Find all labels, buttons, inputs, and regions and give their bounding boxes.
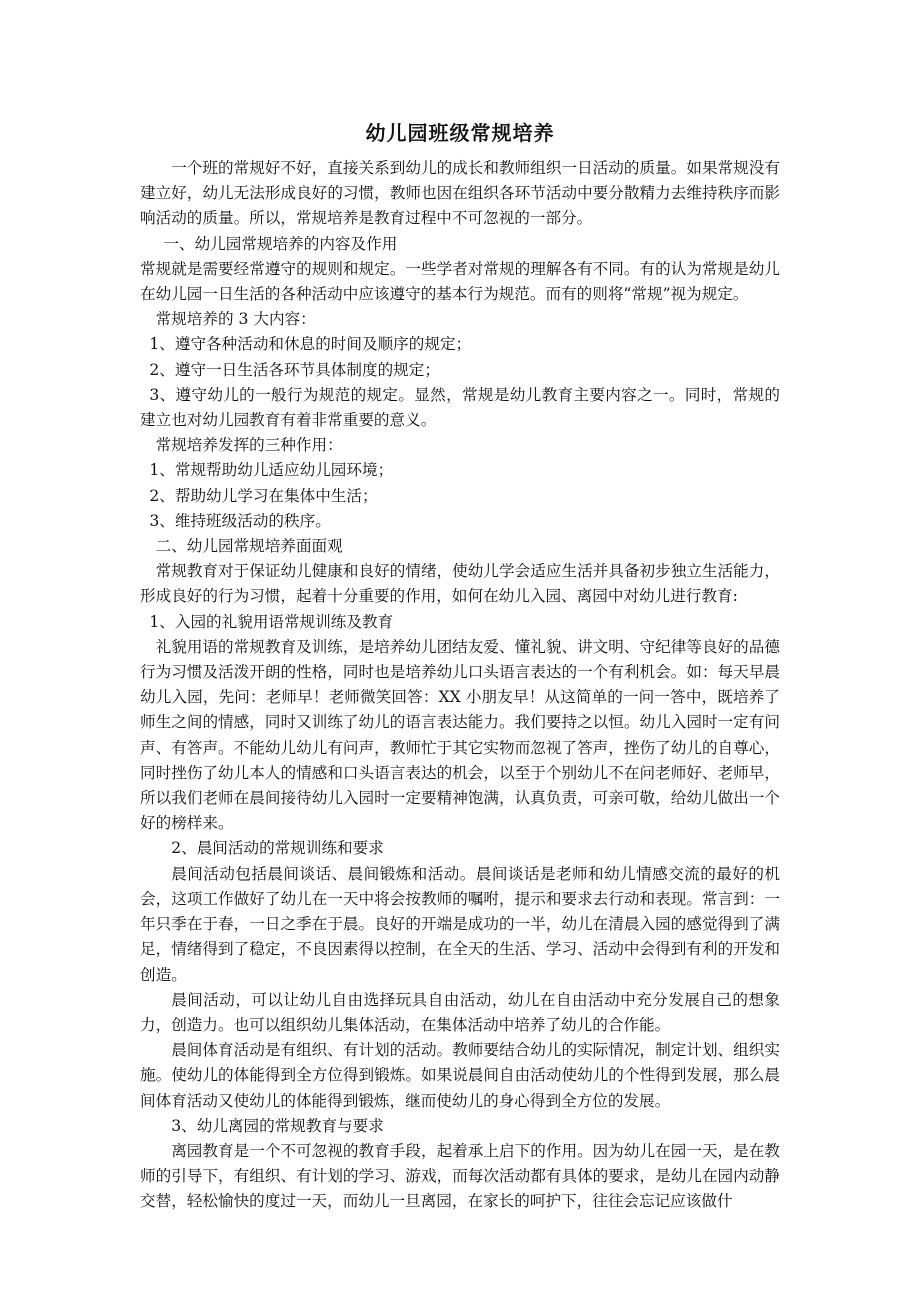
- paragraph-list: [140, 156, 780, 1215]
- paragraph: 常规培养发挥的三种作用：: [155, 436, 343, 455]
- paragraph: 二、幼儿园常规培养面面观: [155, 537, 343, 556]
- document-title: 幼儿园班级常规培养: [365, 121, 555, 145]
- paragraph: 晨间活动，可以让幼儿自由选择玩具自由活动，幼儿在自由活动中充分发展自己的想象力，创造力。也可以组织幼儿集体活动，在集体活动中培养了幼儿的合作能。: [140, 990, 780, 1034]
- paragraph: 常规就是需要经常遵守的规则和规定。一些学者对常规的理解各有不同。有的认为常规是幼儿在幼儿园一日生活的各种活动中应该遵守的基本行为规范。而有的则将“常规”视为规定。: [140, 259, 780, 304]
- paragraph: 1、入园的礼貌用语常规训练及教育: [149, 612, 394, 631]
- paragraph: 2、晨间活动的常规训练和要求: [171, 839, 384, 858]
- paragraph: 一、幼儿园常规培养的内容及作用: [163, 234, 398, 253]
- paragraph: 晨间活动包括晨间谈话、晨间锻炼和活动。晨间谈话是老师和幼儿情感交流的最好的机会，这项工作做好了幼儿在一天中将会按教师的嘱咐，提示和要求去行动和表现。常言到：一年只季在于春，一日之季在于晨。良好的开端是成功的一半，幼儿在清晨入园的感觉得到了满足，情绪得到了稳定，不良因素得以控制，在全天的生活、学习、活动中会得到有利的开发和创造。: [140, 864, 780, 984]
- paragraph: 一个班的常规好不好，直接关系到幼儿的成长和教师组织一日活动的质量。如果常规没有建立好，幼儿无法形成良好的习惯，教师也因在组织各环节活动中要分散精力去维持秩序而影响活动的质量。所以，常规培养是教育过程中不可忽视的一部分。: [140, 159, 780, 228]
- paragraph: 2、遵守一日生活各环节具体制度的规定；: [149, 360, 440, 379]
- paragraph: 3、幼儿离园的常规教育与要求: [171, 1116, 384, 1135]
- document-body: [140, 118, 780, 1215]
- paragraph: 1、常规帮助幼儿适应幼儿园环境；: [149, 461, 394, 480]
- paragraph: 离园教育是一个不可忽视的教育手段，起着承上启下的作用。因为幼儿在园一天，是在教师的引导下，有组织、有计划的学习、游戏，而每次活动都有具体的要求，是幼儿在园内动静交替，轻松愉快的度过一天，而幼儿一旦离园，在家长的呵护下，往往会忘记应该做什: [140, 1141, 780, 1211]
- paragraph: 2、帮助幼儿学习在集体中生活；: [149, 486, 378, 505]
- paragraph: 常规培养的 3 大内容：: [155, 310, 316, 329]
- paragraph: 3、维持班级活动的秩序。: [149, 511, 331, 530]
- paragraph: 1、遵守各种活动和休息的时间及顺序的规定；: [149, 335, 472, 354]
- paragraph: 3、遵守幼儿的一般行为规范的规定。显然，常规是幼儿教育主要内容之一。同时，常规的建立也对幼儿园教育有着非常重要的意义。: [140, 385, 780, 430]
- paragraph: 常规教育对于保证幼儿健康和良好的情绪，使幼儿学会适应生活并具备初步独立生活能力，形成良好的行为习惯，起着十分重要的作用，如何在幼儿入园、离园中对幼儿进行教育:: [140, 562, 780, 606]
- paragraph: 晨间体育活动是有组织、有计划的活动。教师要结合幼儿的实际情况，制定计划、组织实施。使幼儿的体能得到全方位得到锻炼。如果说晨间自由活动使幼儿的个性得到发展，那么晨间体育活动又使幼儿的体能得到锻炼，继而使幼儿的身心得到全方位的发展。: [140, 1041, 780, 1110]
- paragraph: 礼貌用语的常规教育及训练，是培养幼儿团结友爱、懂礼貌、讲文明、守纪律等良好的品德行为习惯及活泼开朗的性格，同时也是培养幼儿口头语言表达的一个有利机会。如：每天早晨幼儿入园，先问：老师早！老师微笑回答：XX 小朋友早！从这简单的一问一答中，既培养了师生之间的情感，同时又训练了幼儿的语言表达能力。我们要持之以恒。幼儿入园时一定有问声、有答声。不能幼儿幼儿有问声，教师忙于其它实物而忽视了答声，挫伤了幼儿的自尊心，同时挫伤了幼儿本人的情感和口头语言表达的机会，以至于个别幼儿不在问老师好、老师早，所以我们老师在晨间接待幼儿入园时一定要精神饱满，认真负责，可亲可敬，给幼儿做出一个好的榜样来。: [140, 637, 780, 833]
